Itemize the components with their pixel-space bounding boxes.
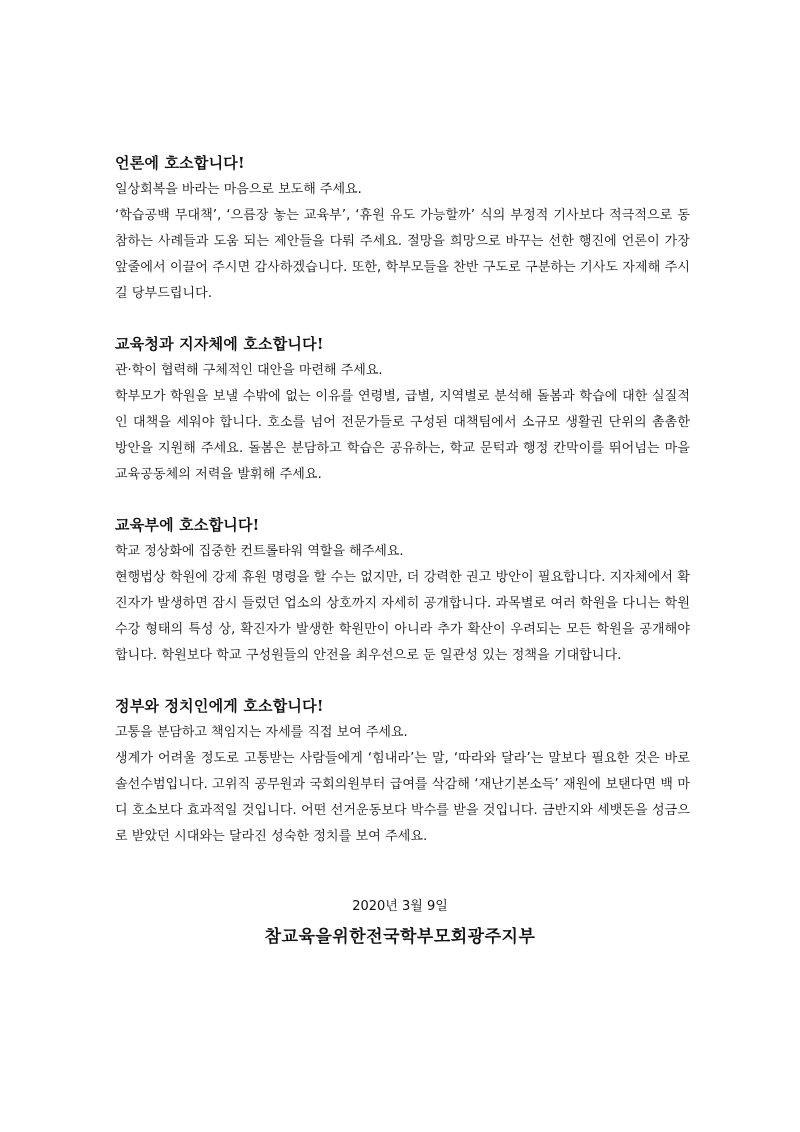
document-signature: 참교육을위한전국학부모회광주지부 [264,927,536,947]
document-date: 2020년 3월 9일 [352,899,448,914]
section-ministry-of-education [115,514,690,669]
section-subtitle: 학교 정상화에 집중한 컨트롤타워 역할을 해주세요. [115,544,404,559]
section-government [115,695,690,850]
section-paragraph: 학부모가 학원을 보낼 수밖에 없는 이유를 연령별, 급별, 지역별로 분석해 돌봄과 학습에 대한 실질적인 대책을 세워야 합니다. 호소를 넘어 전문가들로 구성된 대책팀에서 소규모 생활권 단위의 촘촘한 방안을 지원해 주세요. 돌봄은 분담하고 학습은 공유하는, 학교 문턱과 행정 칸막이를 뛰어넘는 마을교육공동체의 저력을 발휘해 주세요. [115,389,690,482]
section-heading: 교육부에 호소합니다! [115,516,260,534]
section-heading: 정부와 정치인에게 호소합니다! [115,697,324,715]
section-press [115,152,690,307]
section-subtitle: 관·학이 협력해 구체적인 대안을 마련해 주세요. [115,363,383,378]
section-heading: 교육청과 지자체에 호소합니다! [115,335,324,353]
section-paragraph: 생계가 어려울 정도로 고통받는 사람들에게 ‘힘내라’는 말, ‘따라와 달라’는 말보다 필요한 것은 바로 솔선수범입니다. 고위직 공무원과 국회의원부터 급여를 삭감해 ‘재난기본소득’ 재원에 보탠다면 백 마디 호소보다 효과적일 것입니다. 어떤 선거운동보다 박수를 받을 것입니다. 금반지와 세뱃돈을 성금으로 받았던 시대와는 달라진 성숙한 정치를 보여 주세요. [115,751,690,844]
section-paragraph: ‘학습공백 무대책’, ‘으름장 놓는 교육부’, ‘휴원 유도 가능할까’ 식의 부정적 기사보다 적극적으로 동참하는 사례들과 도움 되는 제안들을 다뤄 주세요. 절망을 희망으로 바꾸는 선한 행진에 언론이 가장 앞줄에서 이끌어 주시면 감사하겠습니다. 또한, 학부모들을 찬반 구도로 구분하는 기사도 자제해 주시길 당부드립니다. [115,208,690,301]
document-body [115,152,690,876]
section-subtitle: 일상회복을 바라는 마음으로 보도해 주세요. [115,182,362,197]
section-paragraph: 현행법상 학원에 강제 휴원 명령을 할 수는 없지만, 더 강력한 권고 방안이 필요합니다. 지자체에서 확진자가 발생하면 잠시 들렀던 업소의 상호까지 자세히 공개합니다. 과목별로 여러 학원을 다니는 학원 수강 형태의 특성 상, 확진자가 발생한 학원만이 아니라 추가 확산이 우려되는 모든 학원을 공개해야 합니다. 학원보다 학교 구성원들의 안전을 최우선으로 둔 일관성 있는 정책을 기대합니다. [115,570,690,663]
section-heading: 언론에 호소합니다! [115,154,245,172]
section-education-office [115,333,690,488]
section-subtitle: 고통을 분담하고 책임지는 자세를 직접 보여 주세요. [115,725,408,740]
